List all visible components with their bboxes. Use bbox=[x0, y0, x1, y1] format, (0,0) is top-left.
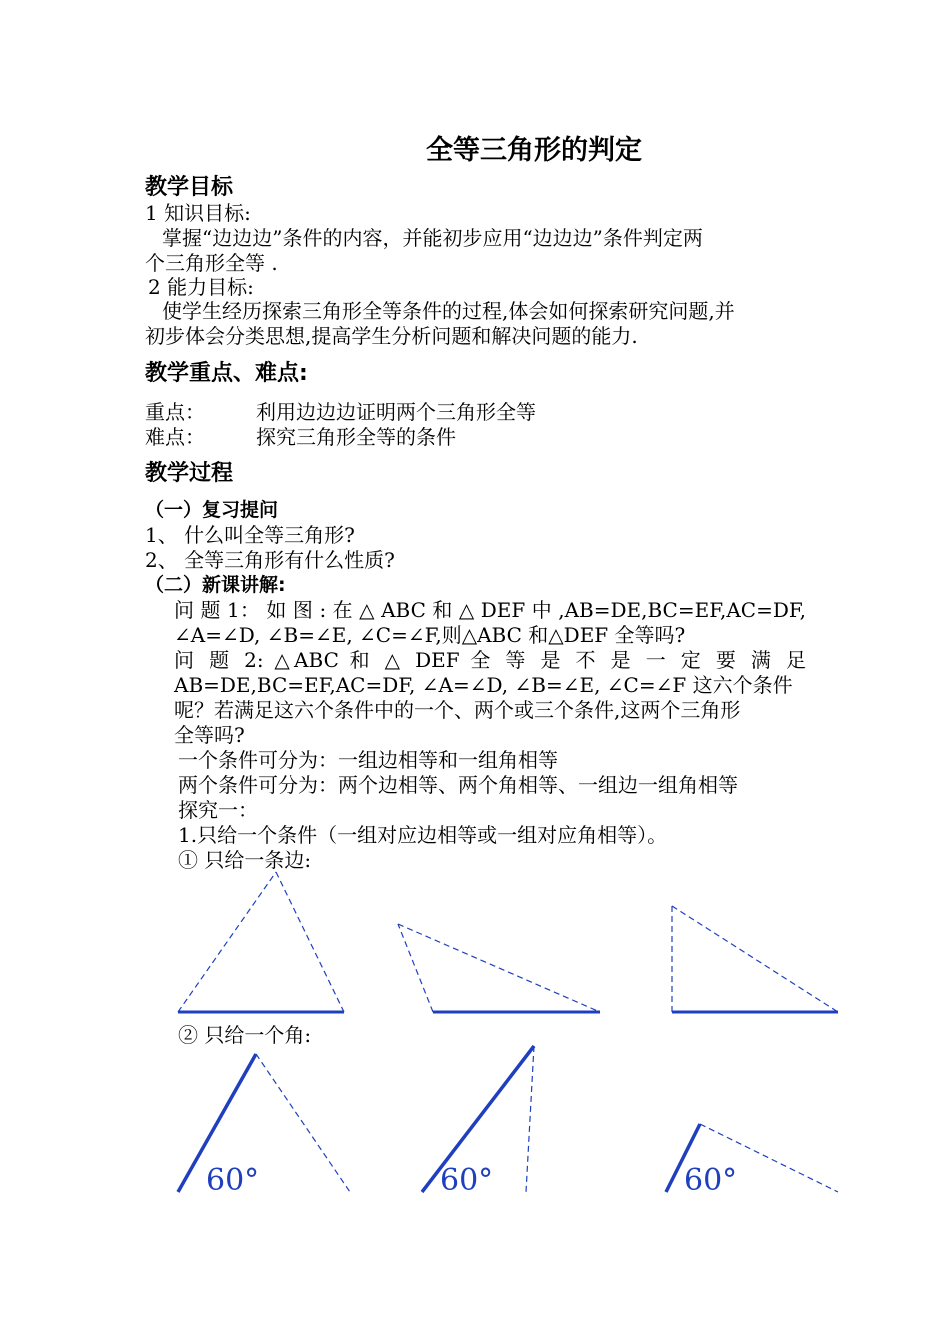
one-angle-label: ② 只给一个角: bbox=[178, 1023, 312, 1047]
knowledge-label: 1 知识目标: bbox=[145, 201, 251, 225]
dashed-side-line bbox=[276, 872, 344, 1012]
dashed-side-line bbox=[672, 906, 838, 1012]
process-heading: 教学过程 bbox=[145, 461, 234, 486]
angle-label: 60° bbox=[684, 1163, 738, 1198]
angle-figure-3 bbox=[666, 1124, 838, 1198]
dashed-side-line bbox=[178, 872, 276, 1012]
triangle-figure-3 bbox=[672, 906, 838, 1012]
explore-one-label: 探究一： bbox=[178, 798, 258, 822]
angle-label: 60° bbox=[440, 1163, 494, 1198]
knowledge-text-line-2: 个三角形全等 . bbox=[145, 251, 278, 275]
problem1-line-2: ∠A=∠D, ∠B=∠E, ∠C=∠F,则△ABC 和△DEF 全等吗? bbox=[174, 623, 686, 647]
triangle-figure-1 bbox=[178, 872, 344, 1012]
only-one-condition-text: 1.只给一个条件（一组对应边相等或一组对应角相等）。 bbox=[178, 823, 668, 847]
review-question-2: 2、 全等三角形有什么性质? bbox=[145, 548, 395, 572]
problem2-line-3: 呢？若满足这六个条件中的一个、两个或三个条件,这两个三角形 bbox=[174, 698, 741, 722]
objectives-heading: 教学目标 bbox=[145, 175, 234, 200]
dashed-side-line bbox=[256, 1054, 350, 1192]
ability-text-line-2: 初步体会分类思想,提高学生分析问题和解决问题的能力. bbox=[145, 324, 638, 348]
difficulty-label: 难点： bbox=[145, 425, 205, 449]
page-title: 全等三角形的判定 bbox=[426, 135, 642, 166]
triangle-figure-2 bbox=[398, 924, 600, 1012]
new-lesson-heading: （二）新课讲解: bbox=[145, 574, 286, 596]
key-points-heading: 教学重点、难点: bbox=[145, 361, 308, 386]
one-condition-text: 一个条件可分为：一组边相等和一组角相等 bbox=[178, 748, 558, 772]
focus-label: 重点： bbox=[145, 400, 205, 424]
problem1-line-1: 问 题 1： 如 图 : 在 △ ABC 和 △ DEF 中 ,AB=DE,BC=EF,AC=DF, bbox=[174, 598, 806, 622]
angle-figure-2 bbox=[422, 1046, 534, 1198]
dashed-side-line bbox=[526, 1046, 534, 1192]
ability-text-line-1: 使学生经历探索三角形全等条件的过程,体会如何探索研究问题,并 bbox=[162, 299, 735, 323]
problem2-line-4: 全等吗? bbox=[174, 723, 245, 747]
problem2-line-1: 问 题 2: △ABC 和 △ DEF 全 等 是 不 是 一 定 要 满 足 bbox=[174, 648, 806, 672]
angle-figure-1 bbox=[178, 1054, 350, 1198]
one-side-triangles-figure bbox=[0, 860, 950, 1020]
one-side-label: ① 只给一条边: bbox=[178, 848, 312, 872]
review-heading: （一）复习提问 bbox=[145, 499, 279, 521]
difficulty-text: 探究三角形全等的条件 bbox=[256, 425, 456, 449]
one-angle-figure bbox=[0, 1040, 950, 1200]
focus-text: 利用边边边证明两个三角形全等 bbox=[256, 400, 536, 424]
review-question-1: 1、 什么叫全等三角形? bbox=[145, 523, 355, 547]
ability-label: 2 能力目标: bbox=[148, 275, 254, 299]
problem2-line-2: AB=DE,BC=EF,AC=DF, ∠A=∠D, ∠B=∠E, ∠C=∠F 这六个条件 bbox=[174, 673, 793, 697]
knowledge-text-line-1: 掌握“边边边”条件的内容，并能初步应用“边边边”条件判定两 bbox=[162, 226, 703, 250]
angle-label: 60° bbox=[206, 1163, 260, 1198]
two-conditions-text: 两个条件可分为：两个边相等、两个角相等、一组边一组角相等 bbox=[178, 773, 738, 797]
